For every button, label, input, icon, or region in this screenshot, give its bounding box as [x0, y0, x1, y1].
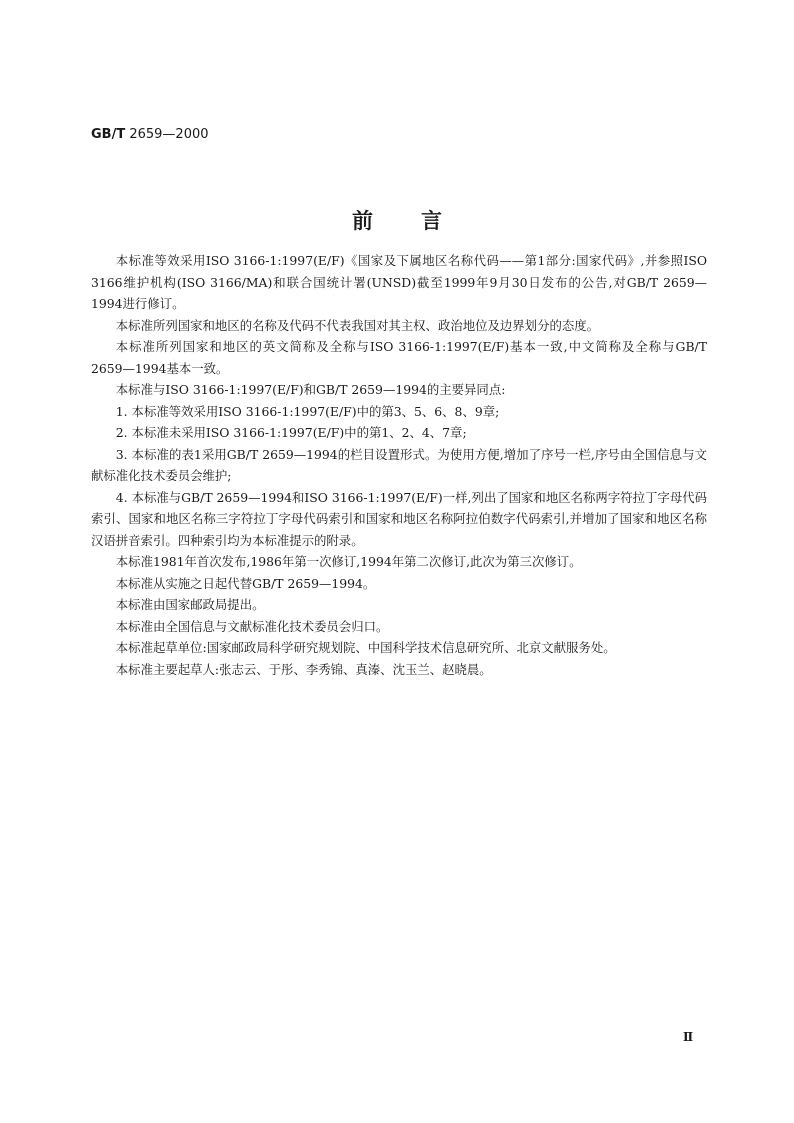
- paragraph: 本标准所列国家和地区的名称及代码不代表我国对其主权、政治地位及边界划分的态度。: [115, 317, 600, 333]
- paragraph: 本标准主要起草人:张志云、于彤、李秀锦、真溱、沈玉兰、赵晓晨。: [115, 661, 492, 677]
- paragraph: 本标准1981年首次发布,1986年第一次修订,1994年第二次修订,此次为第三次修订。: [115, 554, 582, 569]
- list-item: 1. 本标准等效采用ISO 3166-1:1997(E/F)中的第3、5、6、8、9章;: [115, 403, 500, 419]
- paragraph: 本标准起草单位:国家邮政局科学研究规划院、中国科学技术信息研究所、北京文献服务处。: [115, 640, 616, 655]
- paragraph: 本标准由全国信息与文献标准化技术委员会归口。: [115, 618, 389, 634]
- paragraph: 本标准等效采用ISO 3166-1:1997(E/F)《国家及下属地区名称代码——第1部分:国家代码》,并参照ISO 3166维护机构(ISO 3166/MA)和联合国统计署(UNSD)截至1999年9月30日发布的公告,对GB/T 2659—1994进行修订。: [91, 253, 707, 311]
- standard-prefix: GB/T: [91, 127, 126, 142]
- list-item: 3. 本标准的表1采用GB/T 2659—1994的栏目设置形式。为使用方便,增加了序号一栏,序号由全国信息与文献标准化技术委员会维护;: [91, 446, 707, 483]
- standard-number: [91, 127, 209, 142]
- list-item: 4. 本标准与GB/T 2659—1994和ISO 3166-1:1997(E/F)一样,列出了国家和地区名称两字符拉丁字母代码索引、国家和地区名称三字符拉丁字母代码索引和国家和地区名称阿拉伯数字代码索引,并增加了国家和地区名称汉语拼音索引。四种索引均为本标准提示的附录。: [91, 489, 707, 548]
- paragraph: 本标准所列国家和地区的英文简称及全称与ISO 3166-1:1997(E/F)基本一致,中文简称及全称与GB/T 2659—1994基本一致。: [91, 339, 707, 376]
- paragraph: 本标准从实施之日起代替GB/T 2659—1994。: [115, 575, 376, 591]
- page-number: Ⅱ: [683, 1030, 694, 1044]
- paragraph: 本标准由国家邮政局提出。: [115, 597, 265, 612]
- foreword-body: [91, 250, 707, 680]
- paragraph: 本标准与ISO 3166-1:1997(E/F)和GB/T 2659—1994的主要异同点:: [115, 382, 506, 397]
- page-title: 前言: [352, 208, 490, 233]
- standard-code: 2659—2000: [125, 127, 209, 142]
- list-item: 2. 本标准未采用ISO 3166-1:1997(E/F)中的第1、2、4、7章;: [115, 425, 467, 440]
